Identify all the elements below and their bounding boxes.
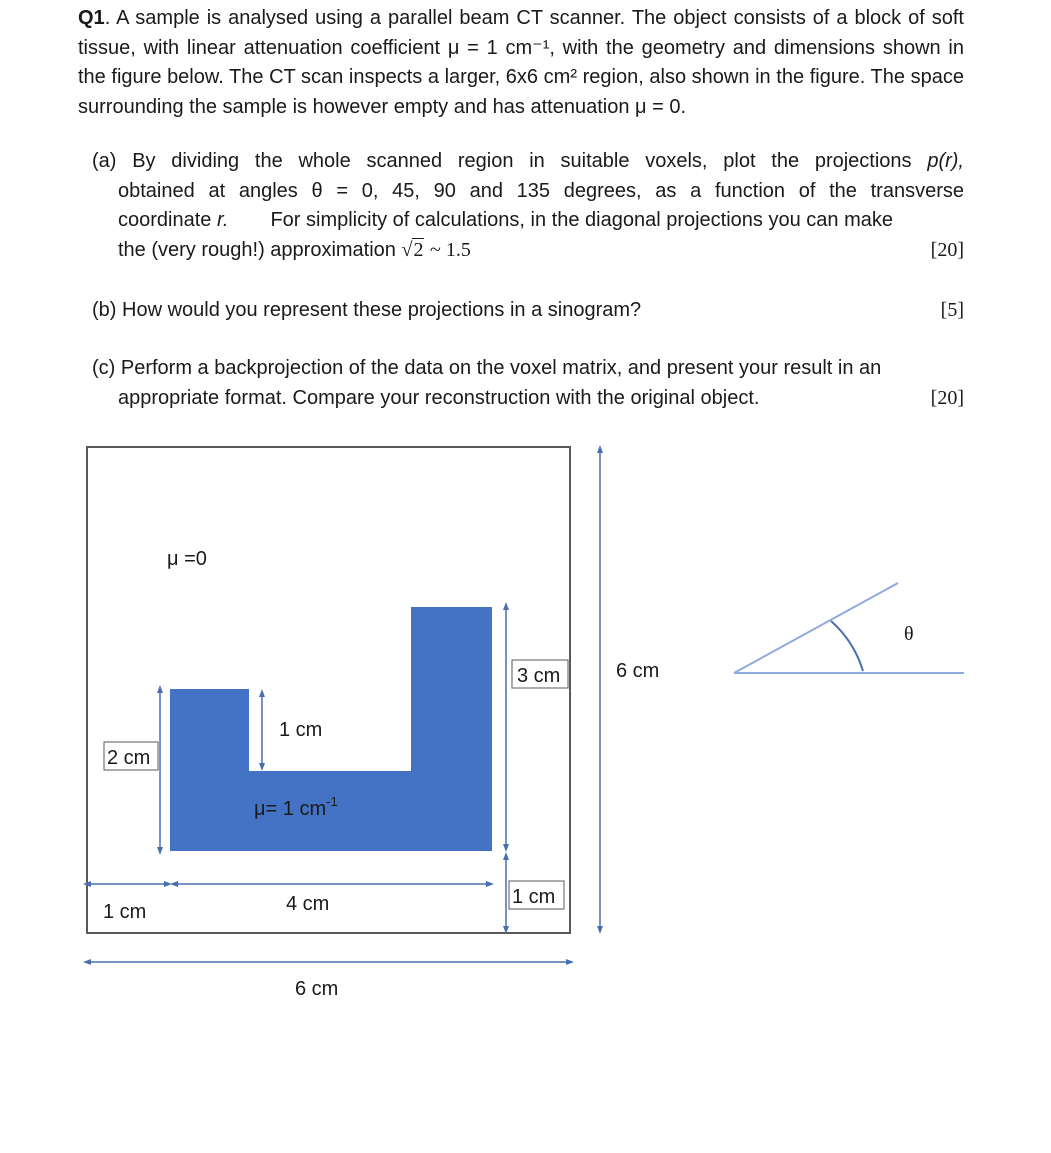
mu-inside-text: μ= 1 cm — [254, 798, 327, 820]
theta-label: θ — [904, 623, 914, 645]
part-a-line-1-text: (a) By dividing the whole scanned region in suitable voxels, plot the projections — [92, 150, 912, 172]
width-4cm-label: 4 cm — [286, 893, 330, 915]
part-a-line-4-text: the (very rough!) approximation — [118, 238, 396, 261]
part-a-line-3-text: coordinate — [118, 209, 212, 231]
part-a-var-r: r. — [216, 209, 229, 231]
angle-arc — [831, 621, 863, 671]
approx-value: ~ 1.5 — [430, 238, 471, 261]
part-c-line-2-text: appropriate format. Compare your reconstruction with the original object. — [118, 386, 760, 409]
part-a-marks: [20] — [930, 238, 964, 261]
mu-inside-exponent: -1 — [326, 794, 338, 809]
part-a-line-2: obtained at angles θ = 0, 45, 90 and 135 degrees, as a function of the transverse — [118, 179, 964, 202]
part-a-var-p: p(r), — [927, 150, 964, 172]
height-2cm-label: 2 cm — [107, 747, 151, 769]
question-intro-text: . A sample is analysed using a parallel beam CT scanner. The object consists of a block of soft tissue, with linear attenuation coefficient μ = 1 cm⁻¹, with the geometry and dimensions shown in the figure below. The CT scan inspects a larger, 6x6 cm² region, also shown in the figure. The space surrounding the sample is however empty and has attenuation μ = 0. — [78, 7, 964, 118]
sqrt-argument: 2 — [413, 238, 424, 261]
total-width-label: 6 cm — [295, 978, 339, 1000]
notch-dimension-label: 1 cm — [279, 719, 323, 741]
left-gap-label: 1 cm — [103, 901, 147, 923]
height-3cm-label: 3 cm — [517, 665, 561, 687]
tissue-block — [170, 607, 492, 851]
part-c-marks: [20] — [930, 386, 964, 409]
total-height-label: 6 cm — [616, 660, 660, 682]
mu-outside-label: μ =0 — [167, 548, 207, 570]
mu-inside-label — [254, 794, 338, 820]
part-b-marks: [5] — [940, 299, 964, 321]
angle-ray — [734, 583, 898, 673]
part-a-line-3-rest: For simplicity of calculations, in the diagonal projections you can make — [270, 209, 893, 231]
part-b-text: (b) How would you represent these projections in a sinogram? — [92, 299, 642, 321]
question-number: Q1 — [78, 7, 105, 29]
bottom-gap-label: 1 cm — [512, 886, 556, 908]
sqrt-symbol: √ — [401, 238, 413, 261]
part-c-line-1: (c) Perform a backprojection of the data on the voxel matrix, and present your result in an — [92, 357, 882, 379]
